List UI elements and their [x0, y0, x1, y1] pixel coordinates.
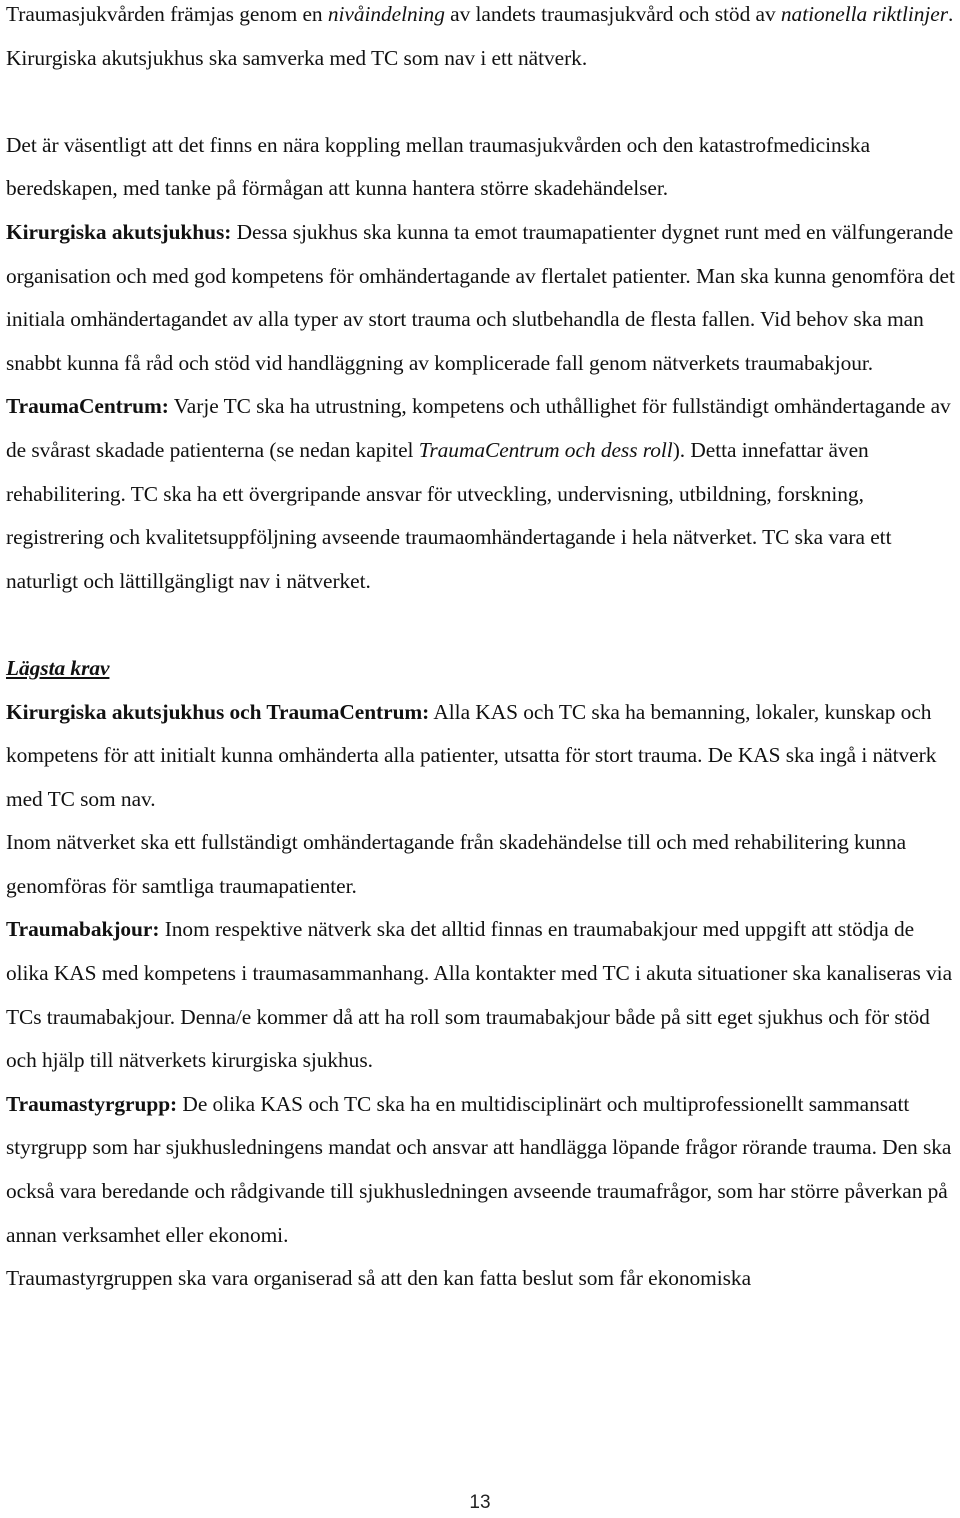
text-run: av landets traumasjukvård och stöd av [444, 2, 781, 26]
term-kas: Kirurgiska akutsjukhus: [6, 219, 232, 244]
paragraph-kas-tc [6, 691, 958, 822]
section-heading: Lägsta krav [6, 655, 110, 680]
text-run: Alla KAS och TC ska ha bemanning, lokaler, kunskap och kompetens för att initialt kunna omhänderta alla patienter, utsatta för stort trauma. De KAS ska ingå i nätverk med TC som nav. [6, 699, 937, 811]
text-run: ). Detta innefattar även rehabilitering. TC ska ha ett övergripande ansvar för utveckling, undervisning, utbildning, forskning, registrering och kvalitetsuppföljning avseende traumaomhändertagande i hela nätverket. TC ska vara ett naturligt och lättillgängligt nav i nätverket. [6, 437, 892, 593]
text-run: . Kirurgiska akutsjukhus ska samverka med TC som nav i ett nätverk. [6, 2, 954, 70]
paragraph-gap [6, 603, 958, 647]
document-page [6, 0, 958, 1301]
text-run: Varje TC ska ha utrustning, kompetens och uthållighet för fullständigt omhändertagande av de svårast skadade patienterna (se nedan kapitel [6, 394, 951, 462]
paragraph-intro [6, 0, 958, 80]
text-run: Dessa sjukhus ska kunna ta emot traumapatienter dygnet runt med en välfungerande organisation och med god kompetens för omhändertagande av flertalet patienter. Man ska kunna genomföra det initiala omhändertagandet av alla typer av stort trauma och slutbehandla de flesta fallen. Vid behov ska man snabbt kunna få råd och stöd vid handläggning av komplicerade fall genom nätverkets traumabakjour. [6, 219, 955, 375]
paragraph-coupling: Det är väsentligt att det finns en nära koppling mellan traumasjukvården och den katastrofmedicinska beredskapen, med tanke på förmågan att kunna hantera större skadehändelser. [6, 132, 871, 201]
term-traumastyrgrupp: Traumastyrgrupp: [6, 1091, 178, 1116]
paragraph-continued: Traumastyrgruppen ska vara organiserad så att den kan fatta beslut som får ekonomiska [6, 1266, 752, 1291]
paragraph-traumabakjour [6, 908, 958, 1082]
paragraph-network: Inom nätverket ska ett fullständigt omhändertagande från skadehändelse till och med rehabilitering kunna genomföras för samtliga traumapatienter. [6, 830, 907, 898]
text-run: De olika KAS och TC ska ha en multidisciplinärt och multiprofessionellt sammansatt styrgrupp som har sjukhusledningens mandat och ansvar att handlägga löpande frågor rörande trauma. Den ska också vara beredande och rådgivande till sjukhusledningen avseende traumafrågor, som har större påverkan på annan verksamhet eller ekonomi. [6, 1091, 952, 1247]
paragraph-traumacentrum [6, 385, 958, 603]
paragraph-traumastyrgrupp [6, 1083, 958, 1257]
italic-term: nivåindelning [327, 2, 445, 26]
paragraph-kas [6, 211, 958, 385]
text-run: Traumasjukvården främjas genom en [6, 2, 328, 26]
term-kas-tc: Kirurgiska akutsjukhus och TraumaCentrum: [6, 699, 430, 724]
paragraph-gap [6, 80, 958, 124]
term-traumabakjour: Traumabakjour: [6, 917, 160, 942]
page-number: 13 [469, 1492, 491, 1513]
text-run: Inom respektive nätverk ska det alltid finnas en traumabakjour med uppgift att stödja de olika KAS med kompetens i traumasammanhang. Alla kontakter med TC i akuta situationer ska kanaliseras via TCs traumabakjour. Denna/e kommer då att ha roll som traumabakjour både på sitt eget sjukhus och för stöd och hjälp till nätverkets kirurgiska sjukhus. [6, 917, 953, 1073]
chapter-reference: TraumaCentrum och dess roll [418, 437, 673, 462]
italic-term: nationella riktlinjer [780, 2, 948, 26]
term-traumacentrum: TraumaCentrum: [6, 394, 169, 419]
